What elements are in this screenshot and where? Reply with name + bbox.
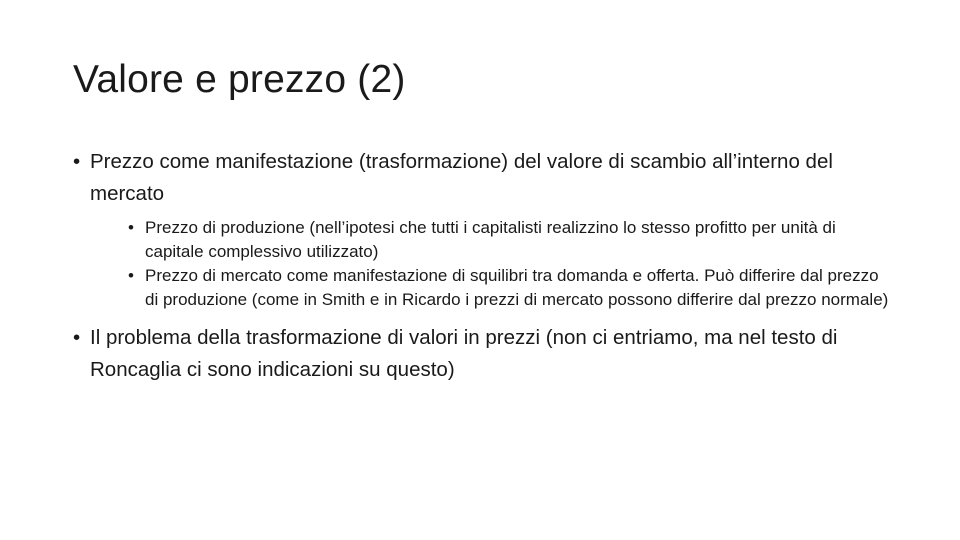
sub-bullet-text: Prezzo di mercato come manifestazione di squilibri tra domanda e offerta. Può differire dal prezzo di produzione (come in Smith e in Ricardo i prezzi di mercato possono differire dal prezzo normale) bbox=[145, 266, 889, 309]
sub-bullet-marker: • bbox=[128, 266, 134, 285]
sub-bullet-item bbox=[128, 216, 893, 264]
bullet-text: Il problema della trasformazione di valori in prezzi (non ci entriamo, ma nel testo di Roncaglia ci sono indicazioni su questo) bbox=[90, 326, 838, 381]
sub-bullet-marker: • bbox=[128, 218, 134, 237]
sub-bullet-text: Prezzo di produzione (nell’ipotesi che tutti i capitalisti realizzino lo stesso profitto per unità di capitale complessivo utilizzato) bbox=[145, 218, 836, 261]
bullet-text: Prezzo come manifestazione (trasformazione) del valore di scambio all’interno del mercato bbox=[90, 150, 833, 205]
bullet-list bbox=[73, 146, 893, 386]
bullet-marker: • bbox=[73, 150, 81, 173]
sub-bullet-item bbox=[128, 264, 893, 312]
bullet-item bbox=[73, 146, 893, 312]
bullet-item bbox=[73, 322, 893, 386]
bullet-marker: • bbox=[73, 326, 81, 349]
slide-content bbox=[73, 146, 893, 386]
sub-bullet-list bbox=[90, 216, 893, 312]
slide-title: Valore e prezzo (2) bbox=[73, 58, 406, 101]
